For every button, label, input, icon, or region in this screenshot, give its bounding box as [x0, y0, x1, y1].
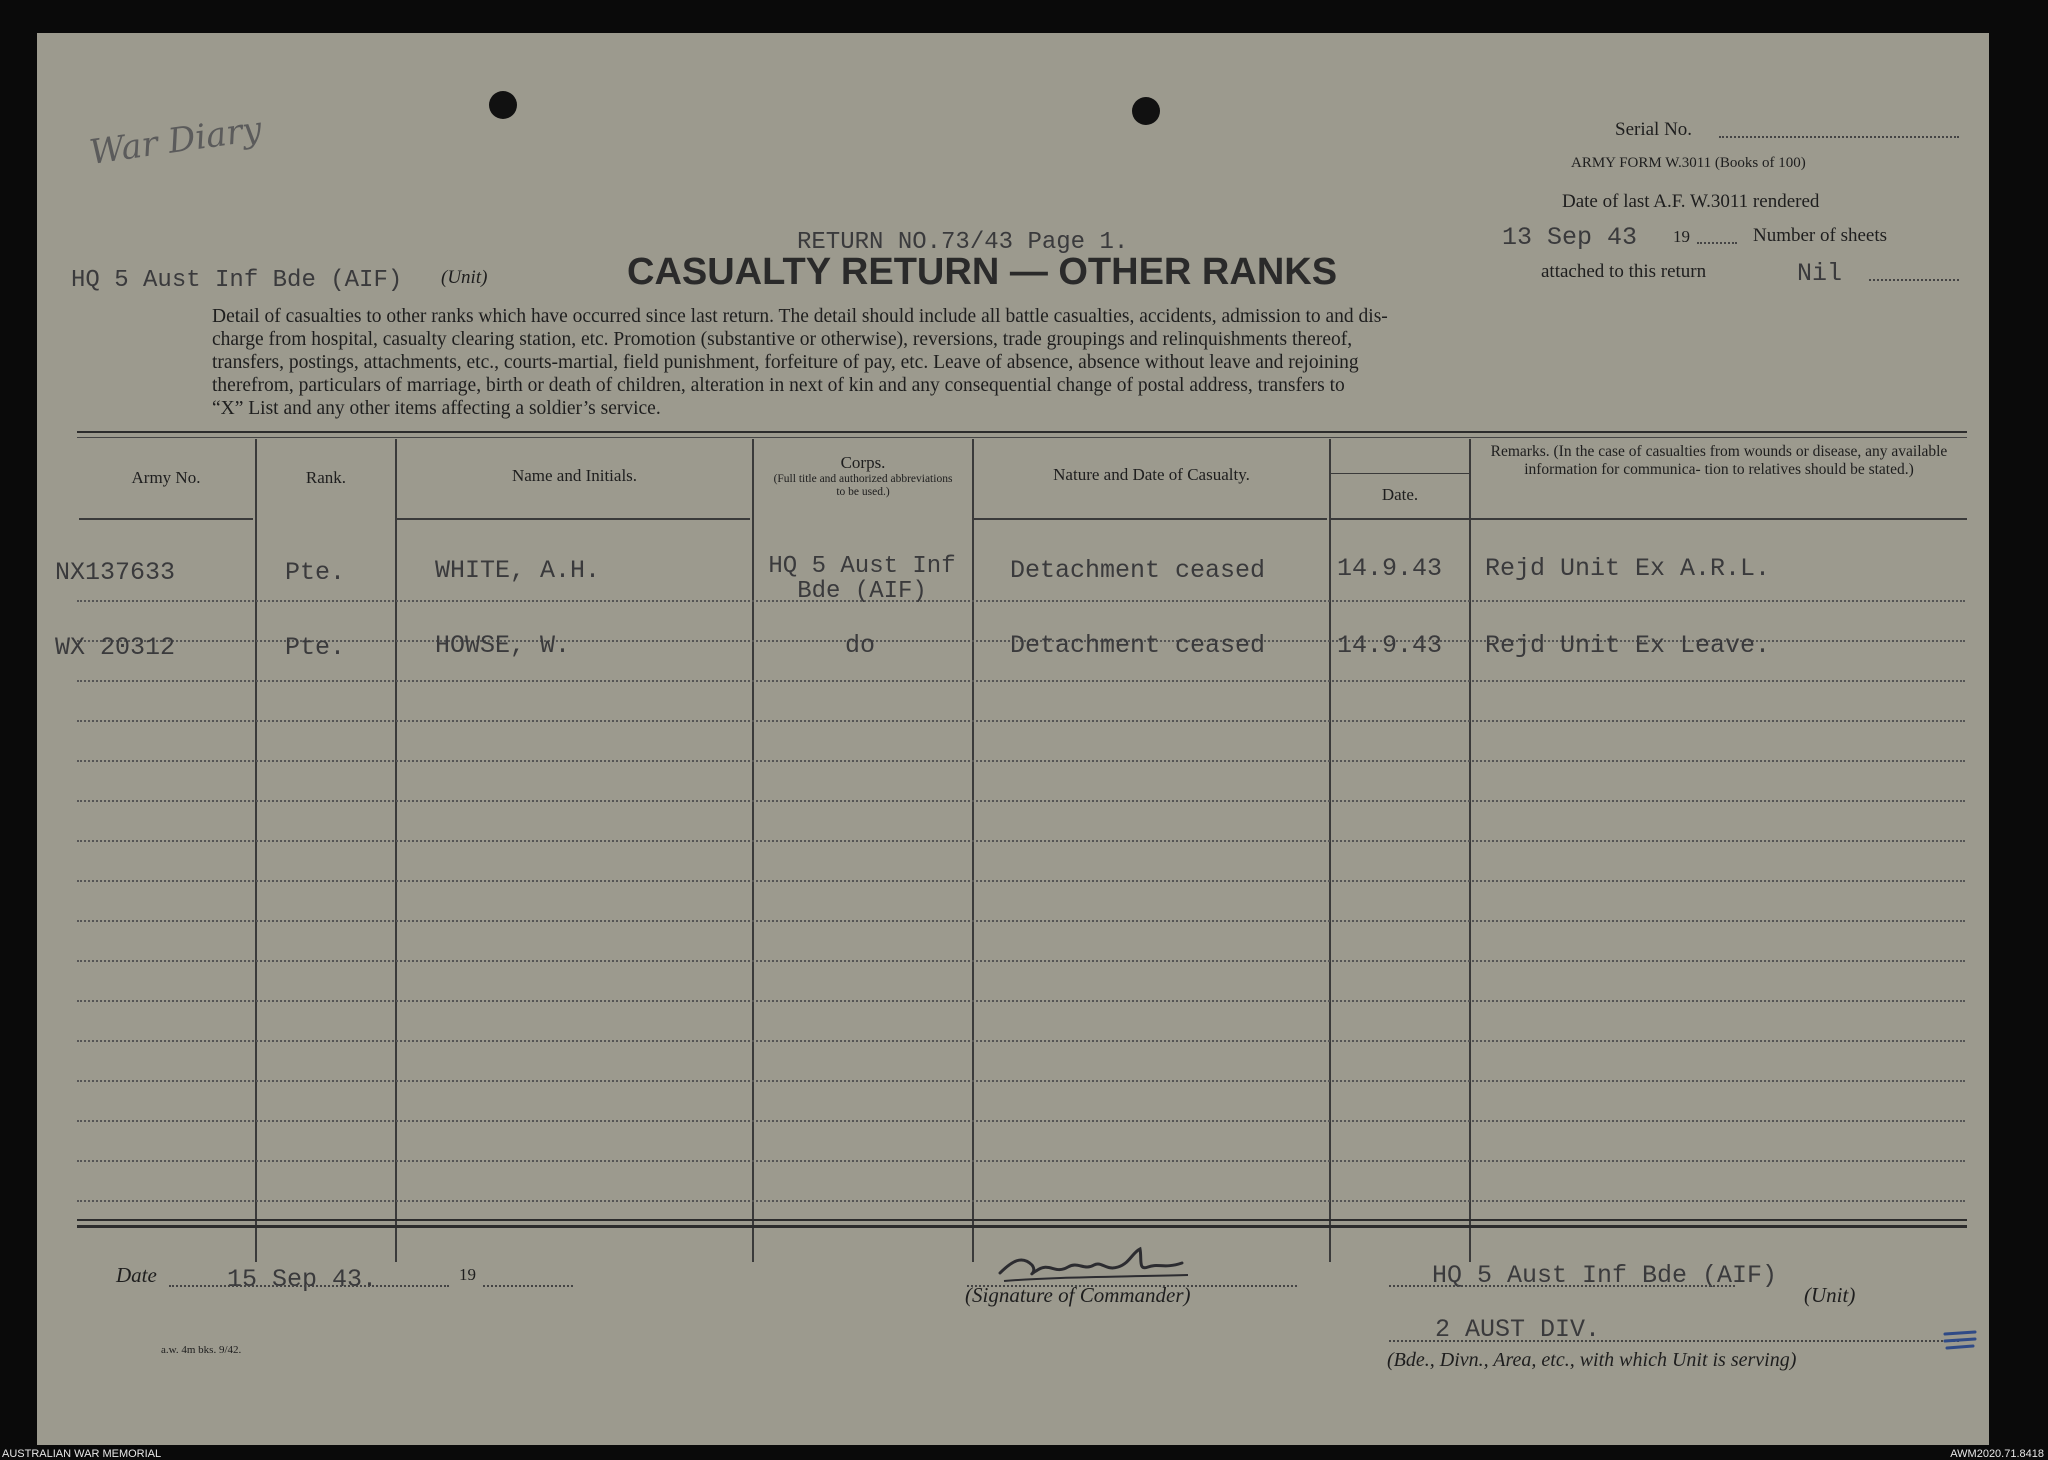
row-rule: [77, 960, 1965, 962]
detail-line: Detail of casualties to other ranks which have occurred since last return. The detail should include all battle casualties, accidents, admission to and dis-: [212, 306, 1388, 327]
document-sheet: [37, 33, 1989, 1445]
serial-dots: [1719, 136, 1959, 138]
table-bottom-rule: [77, 1219, 1967, 1221]
row-rule: [77, 760, 1965, 762]
table-cell-date: 14.9.43: [1337, 631, 1443, 660]
table-top-rule: [77, 431, 1967, 433]
footer-unit-dots: [1389, 1285, 1735, 1287]
serial-label: Serial No.: [1615, 119, 1693, 140]
attached-value: Nil: [1797, 259, 1843, 288]
row-rule: [77, 1000, 1965, 1002]
row-rule: [77, 1120, 1965, 1122]
table-cell-corps: HQ 5 Aust Inf Bde (AIF): [768, 553, 956, 605]
header-rule: [79, 518, 253, 520]
unit-label: (Unit): [441, 267, 488, 288]
header-rule: [974, 518, 1327, 520]
footer-date-dots: [169, 1285, 449, 1287]
table-cell-army-no: NX137633: [55, 558, 176, 587]
row-rule: [77, 1160, 1965, 1162]
column-divider: [255, 439, 257, 1262]
header-name: Name and Initials.: [511, 466, 638, 485]
column-divider: [395, 439, 397, 1262]
header-remarks: Remarks. (In the case of casualties from wounds or disease, any available information for communica- tion to relatives should be stated.): [1490, 443, 1948, 478]
form-title: CASUALTY RETURN — OTHER RANKS: [627, 251, 1338, 293]
footer-division-value: 2 AUST DIV.: [1435, 1315, 1601, 1344]
footer-division-dots: [1389, 1340, 1959, 1342]
header-army-no: Army No.: [131, 468, 201, 487]
unit-value: HQ 5 Aust Inf Bde (AIF): [71, 267, 403, 294]
row-rule: [77, 1040, 1965, 1042]
row-rule: [77, 680, 1965, 682]
print-code: a.w. 4m bks. 9/42.: [161, 1344, 242, 1356]
header-rule: [397, 518, 750, 520]
attached-label: attached to this return: [1541, 261, 1707, 282]
header-rule: [1331, 518, 1469, 520]
table-cell-remarks: Rejd Unit Ex Leave.: [1485, 631, 1771, 660]
table-cell-name: WHITE, A.H.: [435, 556, 601, 585]
caption-left: AUSTRALIAN WAR MEMORIAL: [2, 1448, 162, 1460]
table-cell-name: HOWSE, W.: [435, 631, 571, 660]
footer-date-label: Date: [116, 1263, 157, 1287]
table-cell-date: 14.9.43: [1337, 554, 1443, 583]
table-cell-nature: Detachment ceased: [1010, 631, 1266, 660]
row-rule: [77, 920, 1965, 922]
date-last-value: 13 Sep 43: [1502, 223, 1638, 252]
footer-unit-value: HQ 5 Aust Inf Bde (AIF): [1432, 1261, 1778, 1290]
footer-year-prefix: 19: [459, 1265, 476, 1284]
column-divider: [1329, 439, 1331, 1262]
header-rank: Rank.: [305, 468, 347, 487]
handwritten-annotation: War Diary: [87, 109, 265, 173]
footer-serving-label: (Bde., Divn., Area, etc., with which Unit is serving): [1387, 1349, 1797, 1371]
blue-ink-mark: [1941, 1328, 1981, 1352]
num-sheets-label: Number of sheets: [1753, 225, 1888, 246]
date-last-year-prefix: 19: [1673, 227, 1690, 246]
punch-hole-right: [1132, 97, 1160, 125]
date-last-dots: [1697, 242, 1737, 244]
row-rule: [77, 1200, 1965, 1202]
detail-line: therefrom, particulars of marriage, birth or death of children, alteration in next of kin and any consequential change of postal address, transfers to: [212, 375, 1345, 396]
row-rule: [77, 840, 1965, 842]
table-bottom-rule: [77, 1225, 1967, 1228]
attached-dots: [1869, 279, 1959, 281]
row-rule: [77, 600, 1965, 602]
row-rule: [77, 1080, 1965, 1082]
table-cell-army-no: WX 20312: [55, 633, 176, 662]
column-divider: [1469, 439, 1471, 1262]
footer-date-value: 15 Sep 43.: [227, 1265, 378, 1294]
footer-year-dots: [483, 1285, 573, 1287]
table-cell-corps: do: [845, 631, 876, 660]
row-rule: [77, 720, 1965, 722]
table-cell-nature: Detachment ceased: [1010, 556, 1266, 585]
detail-line: transfers, postings, attachments, etc., courts-martial, field punishment, forfeiture of pay, etc. Leave of absence, absence without leave and rejoining: [212, 352, 1359, 373]
row-rule: [77, 880, 1965, 882]
date-last-label: Date of last A.F. W.3011 rendered: [1562, 191, 1820, 212]
return-number: RETURN NO.73/43 Page 1.: [797, 229, 1129, 256]
header-rule: [1331, 473, 1469, 474]
table-cell-remarks: Rejd Unit Ex A.R.L.: [1485, 554, 1771, 583]
header-date: Date.: [1381, 485, 1419, 504]
punch-hole-left: [489, 91, 517, 119]
caption-right: AWM2020.71.8418: [1950, 1448, 2044, 1460]
detail-paragraph: [212, 305, 1972, 420]
header-nature: Nature and Date of Casualty.: [1053, 465, 1250, 484]
header-corps: Corps.: [840, 453, 886, 472]
form-label: ARMY FORM W.3011 (Books of 100): [1571, 155, 1806, 171]
header-corps-note: (Full title and authorized abbreviations to be used.): [773, 473, 953, 498]
table-cell-rank: Pte.: [285, 633, 346, 662]
detail-line: “X” List and any other items affecting a soldier’s service.: [212, 398, 661, 419]
table-cell-rank: Pte.: [285, 558, 346, 587]
detail-line: charge from hospital, casualty clearing station, etc. Promotion (substantive or otherwise), reversions, trade groupings and relinquishments thereof,: [212, 329, 1353, 350]
row-rule: [77, 800, 1965, 802]
header-rule: [1471, 518, 1967, 520]
footer-unit-label: (Unit): [1804, 1283, 1856, 1307]
table-top-rule-thin: [77, 437, 1967, 438]
signature-label: (Signature of Commander): [965, 1283, 1191, 1307]
